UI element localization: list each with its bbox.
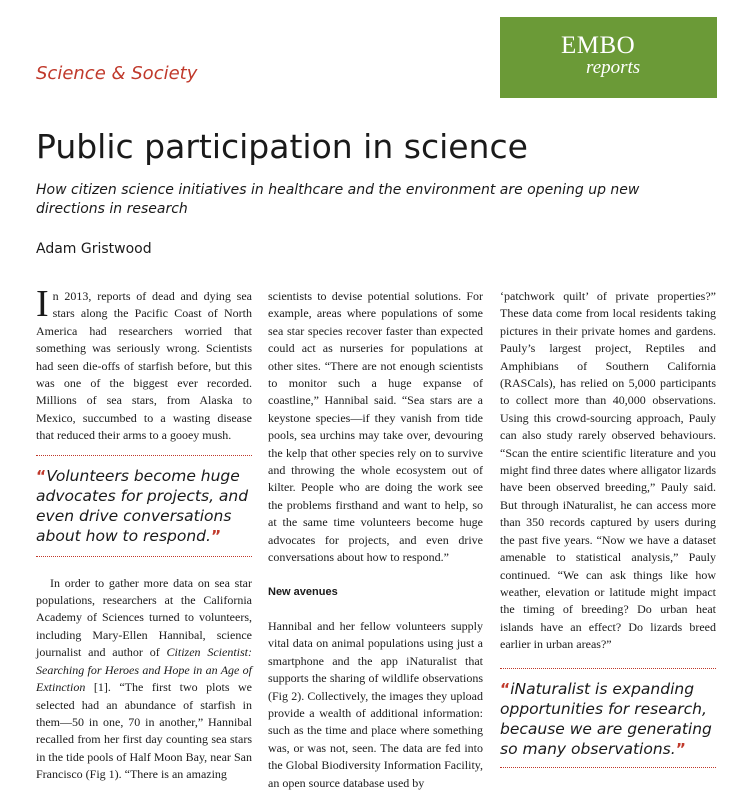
body-text: [1]. “The first two plots we selected had an abundance of starfish in them—50 in one, 70 in another,” Hannibal recalled from her first day counting sea stars in the tide pools of Half Moon Bay, near San Francisco (Fig 1). “There is an amazing: [36, 680, 252, 782]
column-1: [36, 283, 253, 784]
pull-quote-rule-bottom: [500, 767, 716, 768]
pull-quote-rule-top: [36, 455, 252, 456]
intro-paragraph: [36, 283, 252, 445]
body-paragraph: scientists to devise potential solutions. For example, areas where populations of some sea star species recover faster than expected could act as nurseries for populations at other sites. “There are not enough scientists to monitor such a huge expanse of coastline,” Hannibal said. “Sea stars are a keystone species—if they vanish from tide pools, sea urchins may take over, devouring the kelp that other species rely on to survive and throwing the whole ecosystem out of kilter. People who are doing the work see the problems firsthand and want to help, so at the same time volunteers become huge advocates for projects, and even drive conversations about how to respond.”: [268, 289, 483, 565]
pull-quote-2: [500, 679, 716, 759]
column-3: [500, 288, 716, 768]
intro-text: n 2013, reports of dead and dying sea stars along the Pacific Coast of North America had researchers worried that something was seriously wrong. Scientists had seen die-offs of starfish before, but this was one of the biggest ever recorded. Millions of sea stars, from Alaska to Mexico, succumbed to a wasting disease that reduced their arms to a gooey mush.: [36, 289, 252, 443]
embo-reports-logo: [500, 17, 717, 98]
body-text: In order to gather more data on sea star populations, researchers at the California Academy of Sciences turned to volunteers, including Mary-Ellen Hannibal, science journalist and author of: [36, 575, 252, 660]
section-label: Science & Society: [36, 63, 198, 84]
pull-quote-1: [36, 466, 252, 546]
body-paragraph: ‘patchwork quilt’ of private properties?” These data come from local residents taking pictures in their private homes and gardens. Pauly’s largest project, Reptiles and Amphibians of Southern California (RASCals), has relied on 5,000 participants to collect more than 40,000 observations. Using this crowd-sourcing approach, Pauly can also study rarely observed behaviours. “Scan the entire scientific literature and you might find three dates where alligator lizards have been observed breeding,” Pauly said. But through iNaturalist, he can access more than 350 records captured by users during the past five years. “Now we have a dataset amenable to statistical analysis,” Pauly continued. “We can ask things like how weather, elevation or latitude might impact the timing of breeding? Do urban heat islands have an effect? Do lizards breed earlier in urban areas?”: [500, 289, 716, 652]
article-subtitle: How citizen science initiatives in healthcare and the environment are opening up new directions in research: [36, 182, 640, 217]
article-title: Public participation in science: [36, 127, 528, 166]
body-paragraph: Hannibal and her fellow volunteers supply vital data on animal populations using just a smartphone and the app iNaturalist that supports the sharing of wildlife observations (Fig 2). Collectively, the images they upload provide a wealth of additional information: such as the time and place where something was, or was not, seen. The data are fed into the Global Biodiversity Information Facility, an open source database used by: [268, 618, 483, 790]
book-title: Citizen Scientist: Searching for Heroes and Hope in an Age of Extinction: [36, 645, 253, 695]
logo-reports: reports: [586, 57, 641, 78]
pull-quote-2-text: iNaturalist is expanding opportunities for research, because we are generating so many observations.: [500, 679, 712, 758]
pull-quote-1-text: Volunteers become huge advocates for projects, and even drive conversations about how to respond.: [36, 466, 249, 545]
pull-quote-rule-bottom: [36, 556, 252, 557]
drop-cap: I: [36, 283, 49, 325]
column-2: [268, 288, 483, 792]
logo-embo: EMBO: [561, 32, 636, 59]
quote-open-mark: “: [500, 679, 511, 698]
quote-close-mark: ”: [675, 739, 686, 758]
pull-quote-rule-top: [500, 668, 716, 669]
quote-close-mark: ”: [210, 526, 222, 545]
author-name: Adam Gristwood: [36, 241, 152, 257]
body-paragraph: [36, 575, 252, 784]
section-heading: New avenues: [268, 585, 338, 598]
quote-open-mark: “: [36, 466, 47, 485]
